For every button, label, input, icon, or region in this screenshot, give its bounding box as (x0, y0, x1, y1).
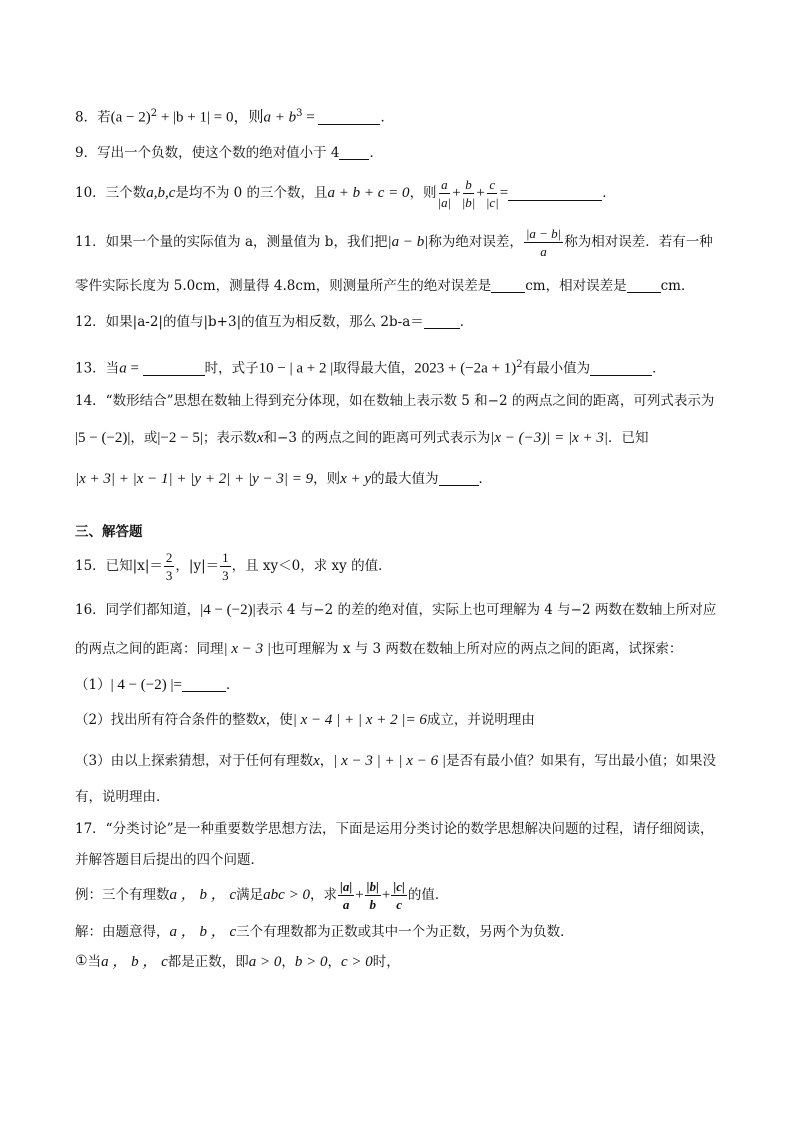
q17-c1-text-a: 当 (87, 954, 102, 970)
question-17-line-1 (75, 819, 734, 839)
question-14-line-3 (75, 469, 734, 489)
q15-f2-num: 1 (222, 549, 229, 565)
q16-p3-text-d: 有，说明理由． (75, 789, 170, 805)
q16-p3-text-c: 是否有最小值？如果有，写出最小值；如果没 (445, 753, 716, 769)
q14-expr-b: |−2 − 5| (157, 430, 203, 446)
q11-blank-1[interactable] (491, 278, 525, 293)
q10-condition: a + b + c = 0 (327, 185, 410, 201)
q10-eq: = (499, 185, 509, 201)
q13-var: a (119, 360, 127, 377)
q13-expr: 10 − | a + 2 | (258, 360, 334, 377)
question-13 (75, 355, 734, 379)
q8-answer-blank[interactable] (318, 110, 380, 125)
question-9 (75, 143, 734, 163)
q17-sol-text-b: 三个有理数都为正数或其中一个为正数，另两个为负数． (236, 924, 574, 940)
q13-end: ． (652, 360, 666, 377)
q14-expr-d: x + y (340, 471, 372, 487)
q13-eq: = (126, 360, 143, 377)
q10-vars: a,b,c (146, 185, 176, 201)
question-15 (75, 550, 734, 582)
q9-end: ． (369, 145, 383, 161)
q13-text-c: 取得最大值， (333, 360, 415, 377)
q14-answer-blank[interactable] (439, 471, 479, 486)
q14-var-x: x (256, 430, 264, 446)
q17-plus-1: + (355, 887, 364, 903)
q12-end: ． (459, 314, 474, 330)
q16-text-c: 的两点之间的距离：同理 (75, 641, 224, 657)
question-17-example (75, 878, 734, 912)
question-11-line-2 (75, 276, 734, 296)
question-16-part-2 (75, 710, 734, 730)
q14-text-g: 的最大值为 (371, 471, 439, 487)
q16-text-b: 表示 4 与−2 的差的绝对值，实际上也可理解为 4 与−2 两数在数轴上所对应 (255, 602, 717, 618)
q13-blank-1[interactable] (143, 361, 205, 376)
question-12 (75, 312, 734, 332)
q16-expr-b: | x − 3 | (223, 641, 272, 657)
q17-c1-sep-1: ， (281, 954, 295, 970)
q8-cube: 3 (296, 108, 303, 119)
q17-c1-cond-a: a > 0 (248, 954, 282, 970)
q11-text-a: 11．如果一个量的实际值为 a，测量值为 b，我们把 (75, 234, 388, 250)
q17-ex-text-c: ，求 (309, 887, 337, 903)
q11-text-f: cm． (660, 278, 695, 294)
q17-c1-text-c: 时， (372, 954, 400, 970)
q17-f2-den: b (369, 896, 377, 912)
q14-text-b: ，或 (130, 430, 158, 446)
q16-p1-label: （1） (75, 677, 111, 693)
q17-f1-den: a (342, 896, 350, 912)
q17-c1-sep-2: ， (327, 954, 341, 970)
q11-text-d: 零件实际长度为 5.0cm，测量得 4.8cm，则测量所产生的绝对误差是 (75, 278, 492, 294)
q17-plus-2: + (381, 887, 391, 903)
q16-text-a: 16．同学们都知道， (75, 602, 201, 618)
q17-c1-cond-b: b > 0 (294, 954, 328, 970)
q16-p3-text-a: （3）由以上探索猜想，对于任何有理数 (75, 753, 314, 769)
q16-p2-text-a: （2）找出所有符合条件的整数 (75, 712, 260, 728)
q10-mid2: ，则 (409, 185, 437, 201)
question-17-case-1 (75, 952, 734, 972)
q9-text: 9．写出一个负数，使这个数的绝对值小于 4 (75, 145, 340, 161)
q13-blank-2[interactable] (590, 361, 652, 376)
q17-fraction-c (391, 880, 407, 911)
question-11-line-1 (75, 226, 734, 258)
q8-end: ． (380, 109, 394, 126)
q11-frac-num: |a − b| (525, 225, 562, 241)
q14-text-d: 和−3 的两点之间的距离可列式表示为 (263, 430, 491, 446)
q10-fraction-b (462, 178, 476, 209)
q10-answer-blank[interactable] (508, 186, 602, 201)
q13-expr2: 2023 + (−2a + 1) (414, 360, 517, 377)
q10-end: ． (602, 185, 616, 201)
q15-text-a: 15．已知|x|＝ (75, 558, 163, 574)
q14-text-f: ，则 (313, 471, 341, 487)
q10-f3-den: |c| (485, 194, 499, 210)
q8-prefix: 8．若 (75, 109, 111, 126)
q8-eq: = (302, 109, 319, 126)
q13-text-d: 有最小值为 (522, 360, 591, 377)
q17-text-a: 17．“分类讨论”是一种重要数学思想方法，下面是运用分类讨论的数学思想解决问题的过程，请仔细阅读， (75, 821, 714, 837)
q13-text-b: 时，式子 (204, 360, 259, 377)
q14-expr-a: |5 − (−2)| (75, 430, 131, 446)
q16-p1-end: ． (225, 677, 240, 693)
q17-ex-vars: a ， b ， c (169, 887, 237, 903)
question-16-part-1 (75, 675, 734, 695)
q17-ex-text-d: 的值． (407, 887, 449, 903)
question-17-solution (75, 922, 734, 942)
q17-sol-text-a: 解：由题意得， (75, 924, 170, 940)
q14-condition: |x + 3| + |x − 1| + |y + 2| + |y − 3| = 9 (75, 471, 314, 487)
q17-sol-vars: a ， b ， c (169, 924, 237, 940)
q13-text-a: 13．当 (75, 360, 120, 377)
question-16-line-1 (75, 600, 734, 620)
q8-square: 2 (150, 108, 158, 119)
q10-f2-num: b (465, 176, 472, 192)
q15-text-c: ，且 xy＜0，求 xy 的值． (231, 558, 392, 574)
q10-prefix: 10．三个数 (75, 185, 147, 201)
q17-fraction-b (365, 880, 381, 911)
q17-ex-text-b: 满足 (236, 887, 264, 903)
q10-f1-den: |a| (437, 194, 452, 210)
q15-f1-den: 3 (165, 567, 173, 583)
q16-p3-var: x (313, 753, 320, 769)
q10-plus-2: + (476, 185, 485, 201)
q15-f1-num: 2 (165, 549, 173, 565)
q17-f2-num: |b| (366, 878, 379, 894)
question-17-line-2 (75, 850, 734, 870)
q14-text-e: ．已知 (608, 430, 649, 446)
q14-end: ． (478, 471, 493, 487)
q11-text-c: 称为相对误差．若有一种 (564, 234, 713, 250)
q17-ex-cond: abc > 0 (263, 887, 310, 903)
q8-mid: + |b + 1| = 0，则 (157, 109, 264, 126)
q11-text-e: cm，相对误差是 (525, 278, 627, 294)
q17-f3-num: |c| (393, 878, 405, 894)
question-10 (75, 178, 734, 208)
q16-p2-var: x (259, 712, 266, 728)
section-heading: 三、解答题 (75, 524, 143, 540)
q10-mid: 是均不为 0 的三个数，且 (175, 185, 328, 201)
q15-fraction-y (220, 551, 231, 582)
q12-text: 12．如果|a-2|的值与|b+3|的值互为相反数，那么 2b-a＝ (75, 314, 424, 330)
q16-text-d: 也可理解为 x 与 3 两数在数轴上所对应的两点之间的距离，试探索： (271, 641, 683, 657)
q17-c1-cond-c: c > 0 (340, 954, 373, 970)
q17-c1-vars: a ， b ， c (101, 954, 168, 970)
question-16-part-3 (75, 751, 734, 771)
q17-f1-num: |a| (339, 878, 353, 894)
q14-text-a: 14．“数形结合”思想在数轴上得到充分体现，如在数轴上表示数 5 和−2 的两点之间的距离，可列式表示为 (75, 393, 715, 409)
question-16-part-3-cont (75, 787, 734, 807)
q10-f2-den: |b| (461, 194, 476, 210)
q15-text-b: ，|y|＝ (175, 558, 220, 574)
q17-f3-den: c (396, 896, 402, 912)
q16-p2-text-b: ，使 (265, 712, 293, 728)
q16-p2-expr: | x − 4 | + | x + 2 |= 6 (292, 712, 427, 728)
q15-fraction-x (164, 551, 175, 582)
q13-square: 2 (516, 359, 523, 370)
q16-p1-blank[interactable] (182, 677, 226, 692)
q14-expr-c: |x − (−3)| = |x + 3| (490, 430, 609, 446)
q17-ex-text-a: 例：三个有理数 (75, 887, 170, 903)
question-14-line-2 (75, 428, 734, 448)
case-number-1: ① (75, 953, 88, 969)
q11-text-b: 称为绝对误差， (428, 234, 523, 250)
q16-p3-text-b: ， (319, 753, 334, 769)
q16-expr-a: |4 − (−2)| (200, 602, 256, 618)
q16-p3-expr: | x − 3 | + | x − 6 | (333, 753, 446, 769)
q12-answer-blank[interactable] (424, 314, 460, 329)
q11-abs-error: |a − b| (387, 234, 429, 250)
q14-text-c: ；表示数 (202, 430, 257, 446)
q11-frac-den: a (540, 243, 547, 259)
q17-text-b: 并解答题目后提出的四个问题． (75, 852, 264, 868)
q10-fraction-a (438, 178, 452, 209)
q8-ask: a + b (263, 109, 297, 126)
q10-fraction-c (486, 178, 499, 209)
q15-f2-den: 3 (222, 567, 229, 583)
q11-blank-2[interactable] (627, 278, 661, 293)
q17-c1-text-b: 都是正数，即 (167, 954, 249, 970)
question-14-line-1 (75, 391, 734, 411)
q11-fraction (524, 227, 563, 258)
q17-fraction-a (338, 880, 354, 911)
q16-p1-expr: | 4 − (−2) |= (110, 677, 182, 693)
q9-answer-blank[interactable] (339, 145, 369, 160)
q10-f1-num: a (441, 176, 448, 192)
q8-expr: (a − 2) (110, 109, 151, 126)
q10-plus-1: + (452, 185, 461, 201)
q16-p2-text-c: 成立，并说明理由 (426, 712, 535, 728)
question-16-line-2 (75, 639, 734, 659)
q10-f3-num: c (489, 176, 496, 192)
question-8 (75, 104, 734, 128)
